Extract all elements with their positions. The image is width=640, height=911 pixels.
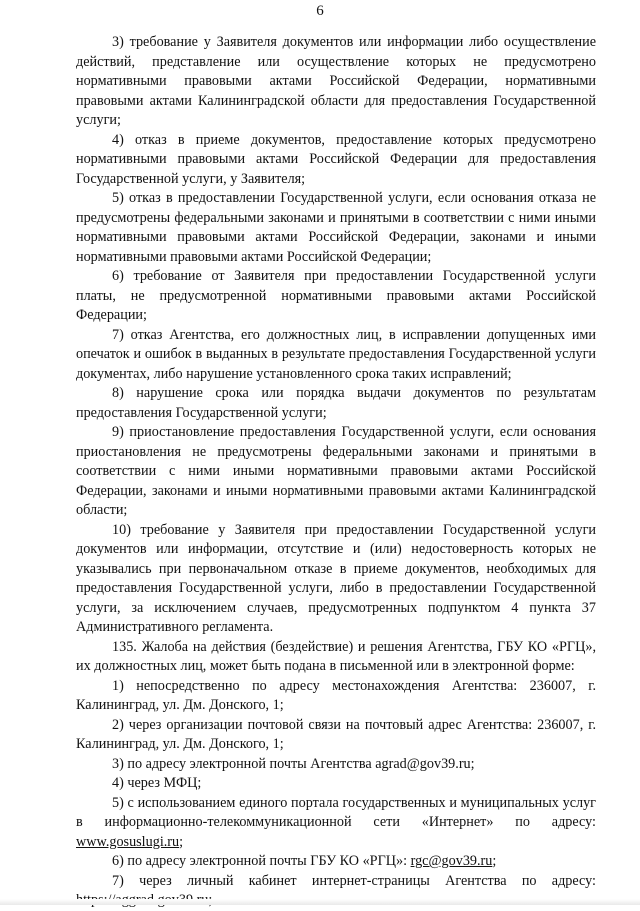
gosuslugi-link[interactable]: www.gosuslugi.ru <box>76 833 180 850</box>
channel-5-tail: ; <box>179 833 184 850</box>
complaint-channel-6 <box>76 852 596 872</box>
channel-6-tail: ; <box>492 853 497 869</box>
complaint-channel-2: 2) через организации почтовой связи на почтовый адрес Агентства: 236007, г. Калининград, ул. Дм. Донского, 1; <box>76 716 596 752</box>
paragraph-item-5: 5) отказ в предоставлении Государственной услуги, если основания отказа не предусмотрены федеральными законами и принятыми в соответствии с ними иными нормативными правовыми актами Российской Федерации, законами и иными нормативными правовыми актами Российской Федерации; <box>76 190 596 265</box>
complaint-channel-7: 7) через личный кабинет интернет-страницы Агентства по адресу: <box>112 872 596 889</box>
paragraph-item-7: 7) отказ Агентства, его должностных лиц, в исправлении допущенных ими опечаток и ошибок в выданных в результате предоставления Государственной услуги документах, либо нарушение установленного срока таких исправлений; <box>76 326 596 382</box>
document-body <box>76 33 596 911</box>
paragraph-135-intro: 135. Жалоба на действия (бездействие) и решения Агентства, ГБУ КО «РГЦ», их должностных лиц, может быть подана в письменной или в электронной форме: <box>76 638 596 674</box>
paragraph-item-9: 9) приостановление предоставления Государственной услуги, если основания приостановления не предусмотрены федеральными законами и принятыми в соответствии с ними иными нормативными правовыми актами Российской Федерации, законами и иными нормативными правовыми актами Калининградской области; <box>76 424 596 518</box>
channel-5-text: 5) с использованием единого портала государственных и муниципальных услуг в информационно-телекоммуникационной сети «Интернет» по адресу: <box>76 794 596 830</box>
complaint-channel-5 <box>76 794 596 853</box>
scan-edge <box>0 899 640 905</box>
channel-6-text: 6) по адресу электронной почты ГБУ КО «РГЦ»: <box>112 853 411 869</box>
paragraph-item-3: 3) требование у Заявителя документов или информации либо осуществление действий, представление или осуществление которых не предусмотрено нормативными правовыми актами Российской Федерации, нормативными правовыми актами Калининградской области для предоставления Государственной услуги; <box>76 34 596 128</box>
paragraph-item-10: 10) требование у Заявителя при предоставлении Государственной услуги документов или информации, отсутствие и (или) недостоверность которых не указывались при первоначальном отказе в приеме документов, необходимых для предоставления Государственной услуги, либо в предоставлении Государственной услуги, за исключением случаев, предусмотренных подпунктом 4 пункта 37 Административного регламента. <box>76 521 596 635</box>
paragraph-item-4: 4) отказ в приеме документов, предоставление которых предусмотрено нормативными правовыми актами Российской Федерации для предоставления Государственной услуги, у Заявителя; <box>76 131 596 187</box>
complaint-channel-4: 4) через МФЦ; <box>112 775 202 791</box>
rgc-email-link[interactable]: rgc@gov39.ru <box>410 853 493 869</box>
complaint-channel-3: 3) по адресу электронной почты Агентства agrad@gov39.ru; <box>112 755 475 772</box>
complaint-channel-1: 1) непосредственно по адресу местонахождения Агентства: 236007, г. Калининград, ул. Дм. Донского, 1; <box>76 677 596 713</box>
page-number: 6 <box>316 3 324 19</box>
paragraph-item-6: 6) требование от Заявителя при предоставлении Государственной услуги платы, не предусмотренной нормативными правовыми актами Российской Федерации; <box>76 268 596 323</box>
paragraph-item-8: 8) нарушение срока или порядка выдачи документов по результатам предоставления Государственной услуги; <box>76 385 596 421</box>
